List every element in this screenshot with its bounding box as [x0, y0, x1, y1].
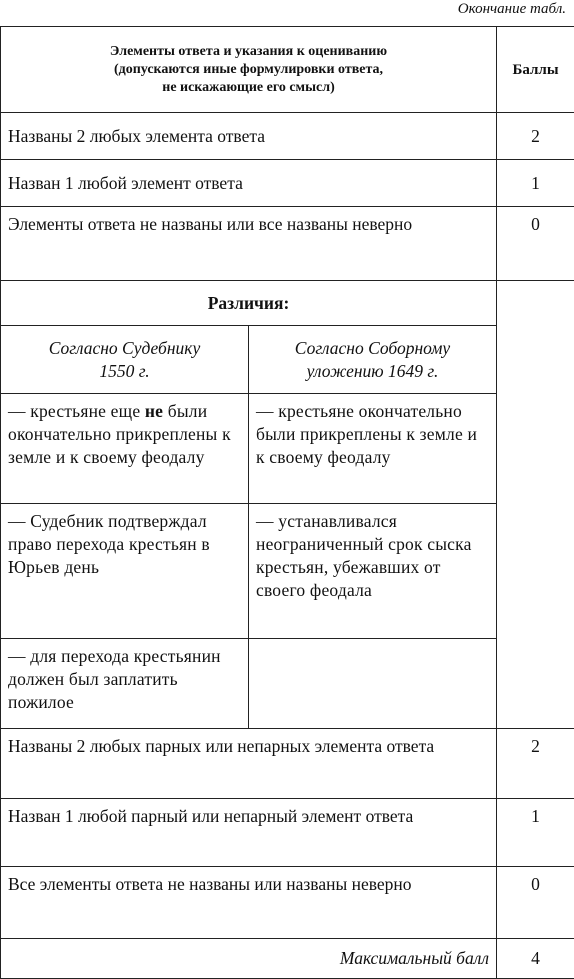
scoring-table — [0, 26, 574, 979]
sudebnik-item-text: были окончательно прикреплены к земле и к своему феодалу — [8, 401, 231, 467]
table-row — [1, 160, 574, 207]
criteria-header-line: Элементы ответа и указания к оцениванию — [8, 43, 489, 61]
criterion-points: 0 — [497, 867, 574, 939]
sudebnik-item: — Судебник подтверждал право перехода крестьян в Юрьев день — [1, 504, 249, 639]
sudebnik-item — [1, 394, 249, 504]
max-score-points: 4 — [497, 939, 574, 979]
difference-row — [1, 639, 574, 729]
ulozhenie-item — [249, 639, 497, 729]
criteria-header-line: не искажающие его смысл) — [8, 79, 489, 97]
criterion-points: 1 — [497, 799, 574, 867]
criterion-text: Названы 2 любых парных или непарных элемента ответа — [1, 729, 497, 799]
table-row — [1, 207, 574, 281]
ulozhenie-header-line: Согласно Соборному — [256, 337, 489, 360]
ulozhenie-item: — устанавливался неограниченный срок сыска крестьян, убежавших от своего феодала — [249, 504, 497, 639]
emphasis-text: не — [145, 401, 163, 421]
criterion-points: 0 — [497, 207, 574, 281]
sudebnik-header-line: Согласно Судебнику — [8, 337, 241, 360]
difference-row — [1, 394, 574, 504]
ulozhenie-header — [249, 326, 497, 394]
criterion-points: 1 — [497, 160, 574, 207]
criterion-text: Названы 2 любых элемента ответа — [1, 113, 497, 160]
criteria-header-line: (допускаются иные формулировки ответа, — [8, 61, 489, 79]
sudebnik-header-line: 1550 г. — [8, 360, 241, 383]
ulozhenie-item: — крестьяне окончательно были прикреплены к земле и к своему феодалу — [249, 394, 497, 504]
differences-title-row — [1, 281, 574, 326]
difference-row — [1, 504, 574, 639]
criterion-points: 2 — [497, 113, 574, 160]
sudebnik-item-text: — крестьяне еще — [8, 401, 145, 421]
table-row — [1, 729, 574, 799]
criteria-header — [1, 27, 497, 113]
ulozhenie-header-line: уложению 1649 г. — [256, 360, 489, 383]
table-row — [1, 867, 574, 939]
max-score-row — [1, 939, 574, 979]
sudebnik-item: — для перехода крестьянин должен был заплатить пожилое — [1, 639, 249, 729]
differences-subheader-row — [1, 326, 574, 394]
points-header: Баллы — [497, 27, 574, 113]
criterion-text: Элементы ответа не названы или все названы неверно — [1, 207, 497, 281]
sudebnik-header — [1, 326, 249, 394]
table-header-row — [1, 27, 574, 113]
criterion-points: 2 — [497, 729, 574, 799]
criterion-text: Назван 1 любой элемент ответа — [1, 160, 497, 207]
empty-points-cell — [497, 281, 574, 729]
criterion-text: Все элементы ответа не названы или названы неверно — [1, 867, 497, 939]
table-row — [1, 113, 574, 160]
table-row — [1, 799, 574, 867]
differences-title: Различия: — [1, 281, 497, 326]
max-score-label: Максимальный балл — [1, 939, 497, 979]
table-caption: Окончание табл. — [458, 0, 566, 26]
criterion-text: Назван 1 любой парный или непарный элемент ответа — [1, 799, 497, 867]
